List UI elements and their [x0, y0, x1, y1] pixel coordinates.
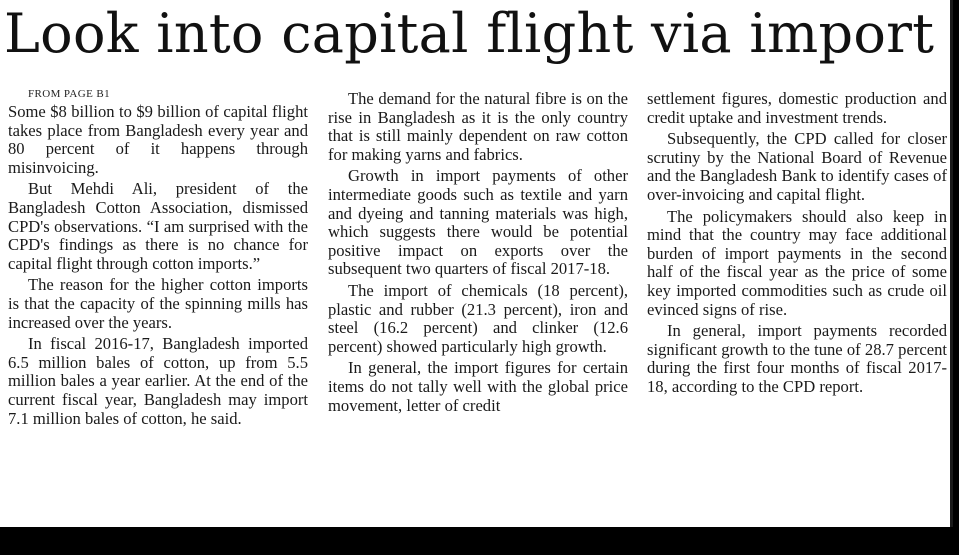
- paragraph: The import of chemicals (18 percent), plastic and rubber (21.3 percent), iron and steel (16.2 percent) and clinker (12.6 percent) showed particularly high growth.: [328, 280, 628, 356]
- headline: Look into capital flight via import: [4, 2, 935, 65]
- paragraph: In fiscal 2016-17, Bangladesh imported 6.5 million bales of cotton, up from 5.5 million bales a year earlier. At the end of the current fiscal year, Bangladesh may import 7.1 million bales of cotton, he said.: [8, 334, 308, 428]
- paragraph: The policymakers should also keep in mind that the country may face additional burden of import payments in the second half of the fiscal year as the price of some key imported commodities such as crude oil evinced signs of rise.: [647, 206, 947, 319]
- column-1: [8, 88, 308, 431]
- column-2: [328, 90, 628, 418]
- paragraph: Subsequently, the CPD called for closer scrutiny by the National Board of Revenue and the Bangladesh Bank to identify cases of over-invoicing and capital flight.: [647, 129, 947, 204]
- continuation-label: FROM PAGE B1: [28, 88, 111, 100]
- paragraph: Some $8 billion to $9 billion of capital flight takes place from Bangladesh every year and 80 percent of it happens through misinvoicing.: [8, 102, 308, 177]
- paragraph: In general, the import figures for certain items do not tally well with the global price movement, letter of credit: [328, 358, 628, 415]
- column-3: [647, 90, 947, 400]
- paragraph: In general, import payments recorded significant growth to the tune of 28.7 percent during the first four months of fiscal 2017-18, according to the CPD report.: [647, 321, 947, 396]
- paragraph: settlement figures, domestic production and credit uptake and investment trends.: [647, 89, 947, 127]
- paragraph: The reason for the higher cotton imports is that the capacity of the spinning mills has increased over the years.: [8, 275, 308, 332]
- paragraph: The demand for the natural fibre is on the rise in Bangladesh as it is the only country that is still mainly dependent on raw cotton for making yarns and fabrics.: [328, 89, 628, 164]
- paragraph: But Mehdi Ali, president of the Bangladesh Cotton Association, dismissed CPD's observations. “I am surprised with the CPD's findings as there is no chance for capital flight through cotton imports.”: [8, 179, 308, 273]
- paragraph: Growth in import payments of other intermediate goods such as textile and yarn and dyeing and tanning materials was high, which suggests there would be potential positive impact on exports over the subsequent two quarters of fiscal 2017-18.: [328, 166, 628, 279]
